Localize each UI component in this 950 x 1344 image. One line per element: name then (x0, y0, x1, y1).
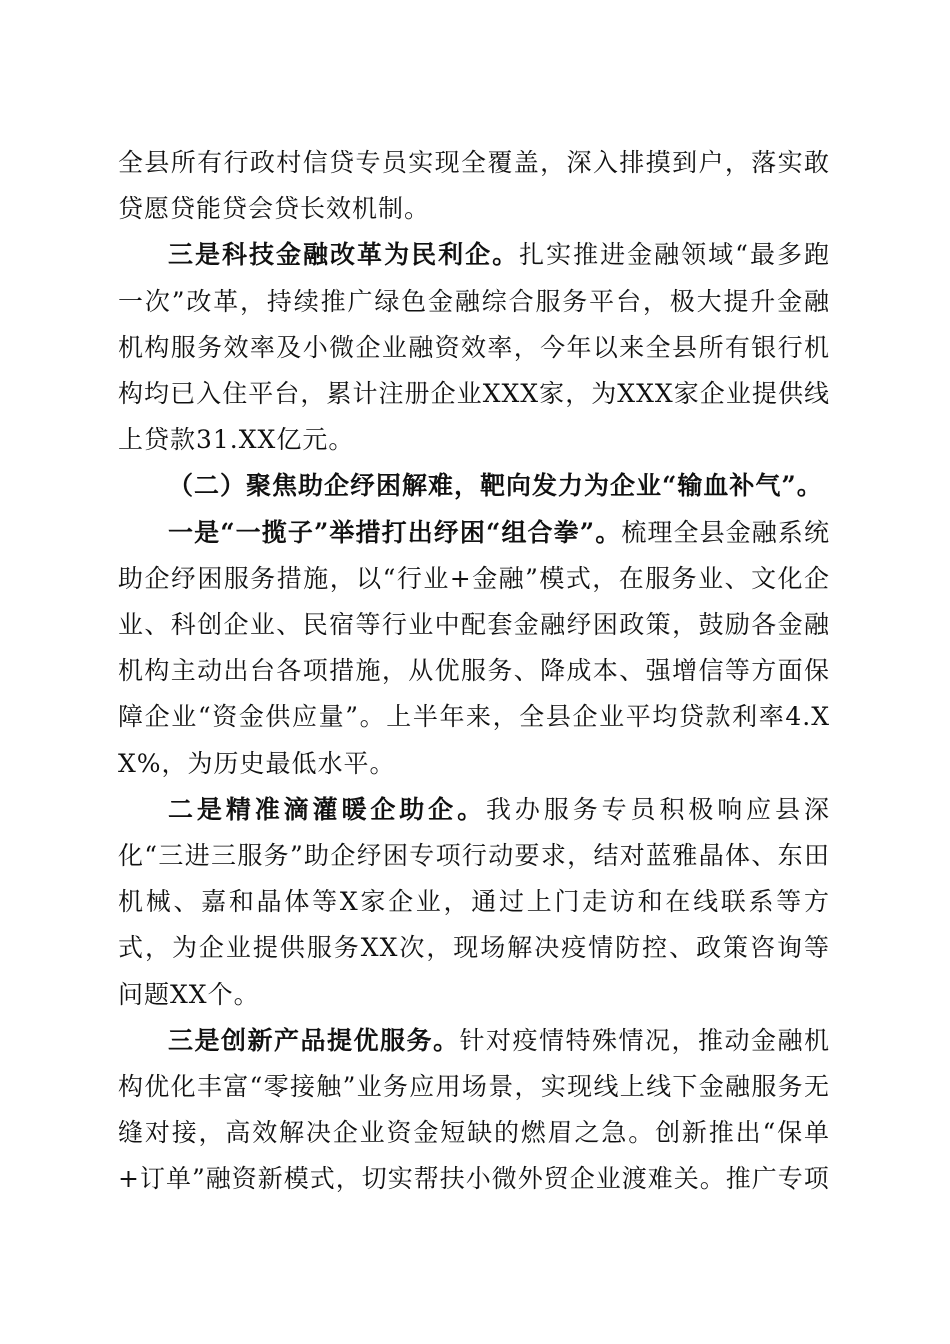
paragraph-2-text: 扎实推进金融领域“最多跑一次”改革，持续推广绿色金融综合服务平台，极大提升金融机构服务效率及小微企业融资效率，今年以来全县所有银行机构均已入住平台，累计注册企业XXX家，为XXX家企业提供线上贷款31.XX亿元。 (118, 240, 830, 455)
paragraph-5-lead: 二是精准滴灌暖企助企。 (168, 794, 486, 824)
paragraph-1 (118, 140, 830, 232)
document-body (118, 140, 830, 1203)
paragraph-2-lead: 三是科技金融改革为民利企。 (168, 240, 520, 270)
paragraph-5 (118, 787, 830, 1018)
paragraph-6-text: 针对疫情特殊情况，推动金融机构优化丰富“零接触”业务应用场景，实现线上线下金融服务无缝对接，高效解决企业资金短缺的燃眉之急。创新推出“保单+订单”融资新模式，切实帮扶小微外贸企业渡难关。推广专项 (118, 1025, 830, 1194)
paragraph-6 (118, 1018, 830, 1203)
paragraph-4 (118, 510, 830, 787)
paragraph-4-lead: 一是“一揽子”举措打出纾困“组合拳”。 (168, 517, 622, 547)
paragraph-4-text: 梳理全县金融系统助企纾困服务措施，以“行业+金融”模式，在服务业、文化企业、科创企业、民宿等行业中配套金融纾困政策，鼓励各金融机构主动出台各项措施，从优服务、降成本、强增信等方面保障企业“资金供应量”。上半年来，全县企业平均贷款利率4.XX%，为历史最低水平。 (118, 517, 830, 778)
paragraph-5-text: 我办服务专员积极响应县深化“三进三服务”助企纾困专项行动要求，结对蓝雅晶体、东田机械、嘉和晶体等X家企业，通过上门走访和在线联系等方式，为企业提供服务XX次，现场解决疫情防控、政策咨询等问题XX个。 (118, 794, 830, 1009)
section-heading-2 (118, 463, 830, 509)
section-heading-2-lead: （二）聚焦助企纾困解难，靶向发力为企业“输血补气”。 (168, 471, 823, 501)
paragraph-2 (118, 232, 830, 463)
paragraph-6-lead: 三是创新产品提优服务。 (168, 1025, 460, 1055)
paragraph-1-text: 全县所有行政村信贷专员实现全覆盖，深入排摸到户，落实敢贷愿贷能贷会贷长效机制。 (118, 148, 830, 224)
